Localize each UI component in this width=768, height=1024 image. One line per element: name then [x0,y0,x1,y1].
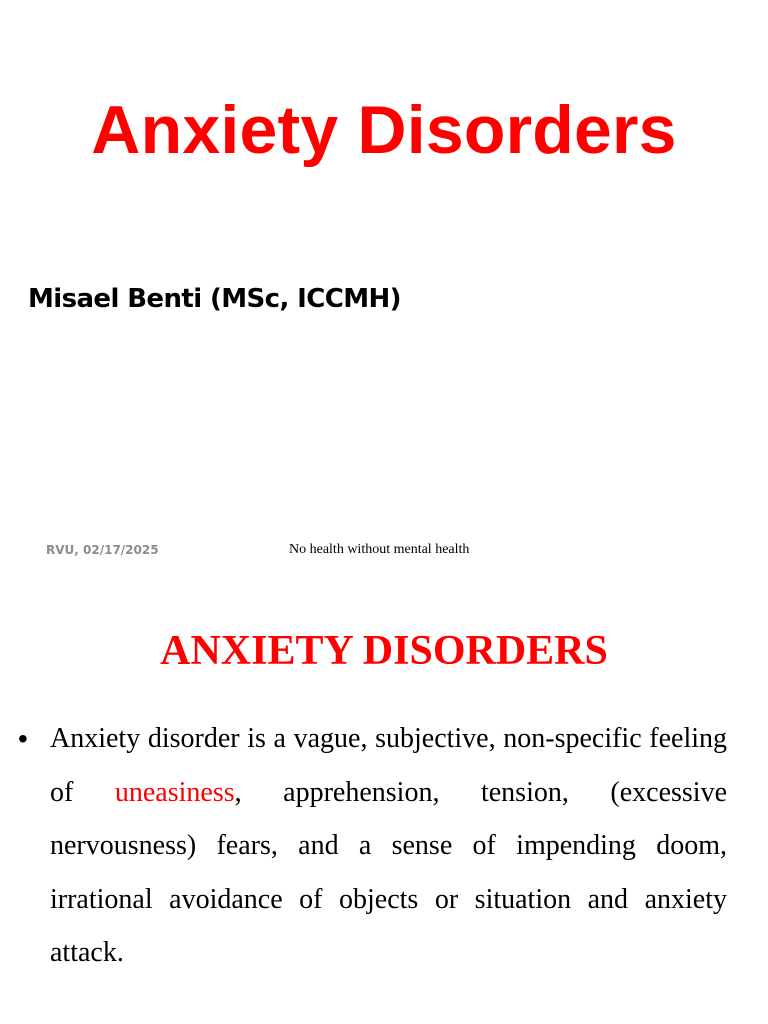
footer-motto: No health without mental health [289,542,470,557]
slide-title: Anxiety Disorders [91,92,677,168]
content-slide [0,576,768,1024]
highlighted-term: uneasiness [114,776,235,808]
bullet-list [0,712,768,980]
footer-date: RVU, 02/17/2025 [46,543,159,557]
section-heading: ANXIETY DISORDERS [160,628,608,674]
bullet-item [18,712,727,980]
bullet-dot-icon: • [18,723,28,754]
bullet-text-end: , apprehension, tension, (excessive nervousness) fears, and a sense of impending doom, irrational avoidance of objects or situation and anxiety attack. [50,776,727,968]
bullet-text-start: Anxiety disorder is a vague, subjective, non-specific feeling of [50,723,727,808]
author-name: Misael Benti (MSc, ICCMH) [28,284,401,314]
